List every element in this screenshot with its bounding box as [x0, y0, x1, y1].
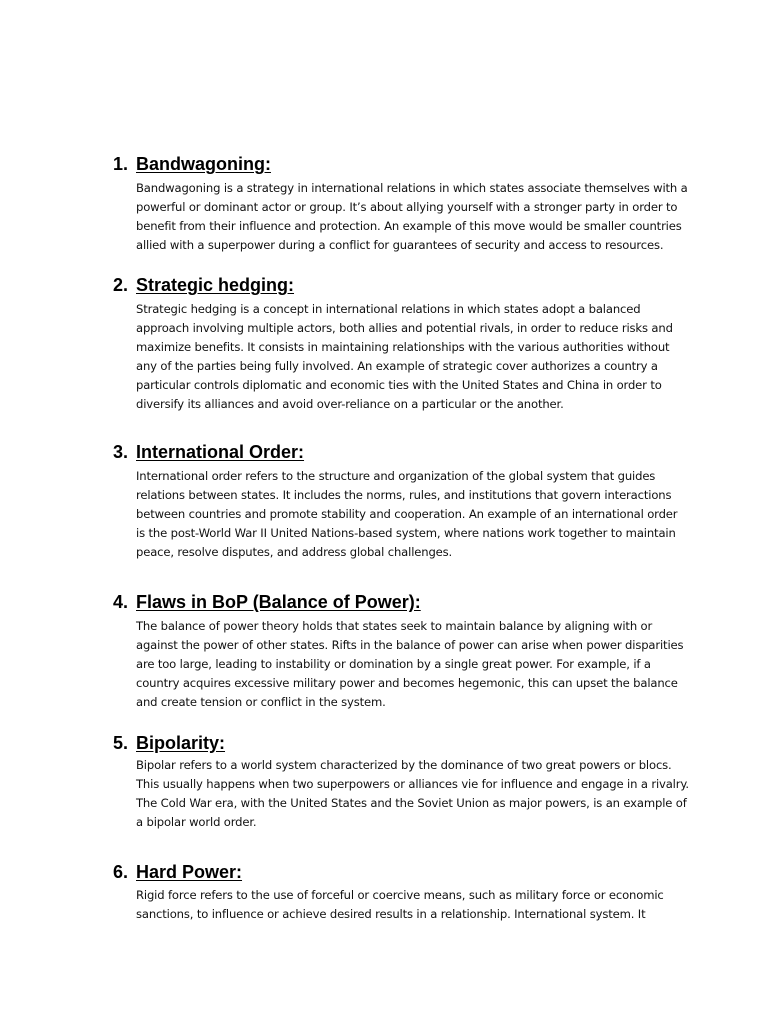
body-line: a bipolar world order.: [136, 814, 257, 829]
section-title: Bandwagoning:: [136, 154, 271, 174]
body-line: Bipolar refers to a world system characterized by the dominance of two great powers or blocs.: [136, 758, 672, 772]
body-line: particular controls diplomatic and economic ties with the United States and China in order to: [136, 377, 662, 392]
section-title: Strategic hedging:: [136, 275, 295, 295]
section-number: 2.: [113, 275, 129, 295]
section-body: [136, 467, 681, 562]
section-number: 6.: [113, 862, 129, 882]
section-number: 4.: [113, 592, 129, 612]
body-line: Bandwagoning is a strategy in international relations in which states associate themselves with a: [136, 181, 688, 195]
section-body: [136, 617, 684, 712]
section-body: [136, 300, 681, 413]
section-heading: [113, 154, 271, 174]
section-title: International Order:: [136, 442, 305, 462]
section-number: 3.: [113, 442, 129, 462]
section-heading: [113, 592, 421, 612]
body-line: any of the parties being fully involved. An example of strategic cover authorizes a country a: [136, 358, 658, 373]
section-body: [136, 886, 681, 924]
body-line: benefit from their influence and protection. An example of this move would be smaller countries: [136, 218, 682, 233]
body-line: are too large, leading to instability or domination by a single great power. For example, if a: [136, 656, 651, 671]
section-title: Bipolarity:: [136, 733, 226, 753]
section-body: [136, 756, 689, 832]
section-heading: [113, 442, 304, 462]
body-line: relations between states. It includes the norms, rules, and institutions that govern interactions: [136, 487, 672, 502]
body-line: International order refers to the structure and organization of the global system that guides: [136, 469, 656, 483]
section-body: [136, 179, 688, 255]
body-line: and create tension or conflict in the system.: [136, 694, 386, 709]
body-line: The Cold War era, with the United States and the Soviet Union as major powers, is an example of: [136, 795, 687, 810]
body-line: between countries and promote stability and cooperation. An example of an international order: [136, 506, 678, 521]
body-line: against the power of other states. Rifts in the balance of power can arise when power disparities: [136, 637, 684, 652]
body-line: approach involving multiple actors, both allies and potential rivals, in order to reduce risks and: [136, 320, 673, 335]
body-line: The balance of power theory holds that states seek to maintain balance by aligning with or: [136, 619, 653, 633]
body-line: This usually happens when two superpowers or alliances vie for influence and engage in a rivalry.: [136, 776, 689, 791]
body-line: sanctions, to influence or achieve desired results in a relationship. International system. It: [136, 906, 646, 921]
section-heading: [113, 275, 294, 295]
body-line: peace, resolve disputes, and address global challenges.: [136, 544, 453, 559]
section-heading: [113, 733, 225, 753]
section-title: Hard Power:: [136, 862, 243, 882]
body-line: Strategic hedging is a concept in international relations in which states adopt a balanced: [136, 302, 641, 316]
section-number: 5.: [113, 733, 129, 753]
body-line: maximize benefits. It consists in maintaining relationships with the various authorities without: [136, 339, 670, 354]
body-line: diversify its alliances and avoid over-reliance on a particular or the another.: [136, 396, 564, 411]
section-title: Flaws in BoP (Balance of Power):: [136, 592, 421, 612]
body-line: allied with a superpower during a conflict for guarantees of security and access to resources.: [136, 237, 664, 252]
body-line: is the post-World War II United Nations-based system, where nations work together to maintain: [136, 525, 676, 540]
section-number: 1.: [113, 154, 129, 174]
body-line: powerful or dominant actor or group. It’s about allying yourself with a stronger party in order to: [136, 199, 678, 214]
body-line: country acquires excessive military power and becomes hegemonic, this can upset the balance: [136, 675, 678, 690]
body-line: Rigid force refers to the use of forceful or coercive means, such as military force or economic: [136, 888, 664, 902]
section-heading: [113, 862, 242, 882]
